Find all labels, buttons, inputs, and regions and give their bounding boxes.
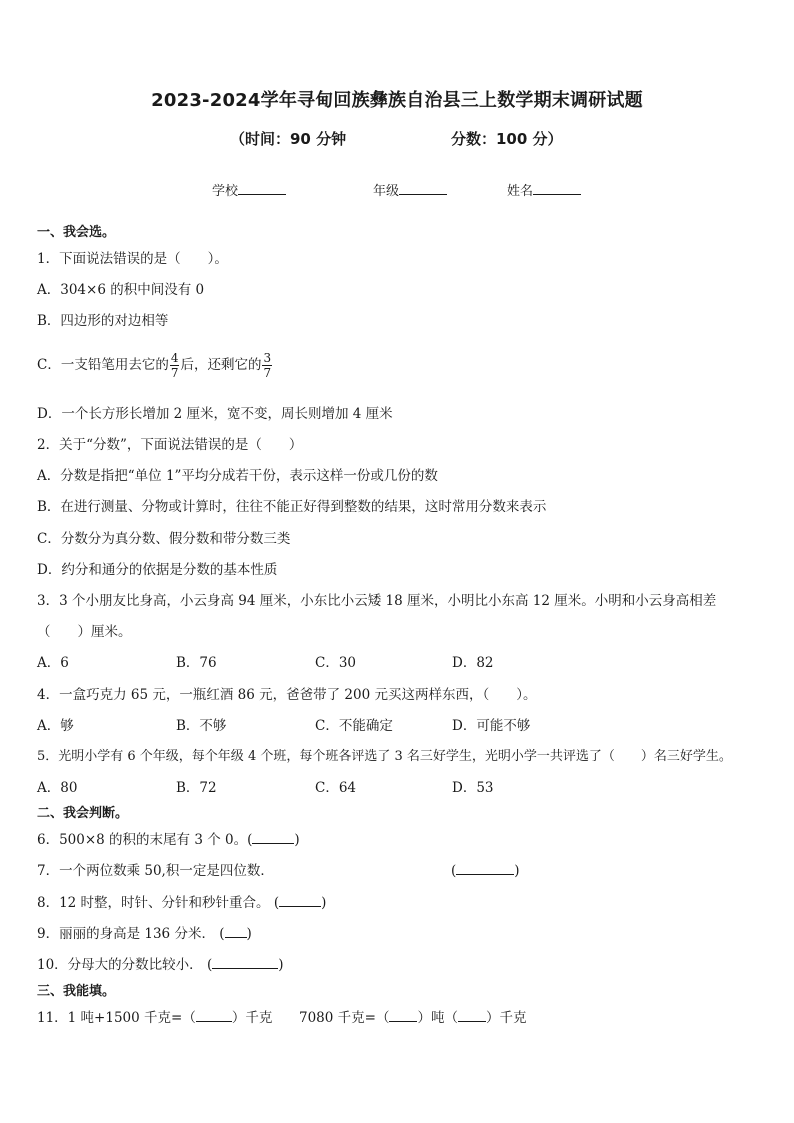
q10-close: ) [278, 957, 284, 973]
exam-time: （时间：90 分钟 [230, 130, 347, 148]
q7-open: ( [451, 863, 457, 879]
q1-stem: 1．下面说法错误的是（ ）。 [37, 251, 228, 267]
exam-score: 分数：100 分） [451, 130, 563, 148]
q11-part2-mid: ）吨（ [417, 1010, 458, 1026]
q11-part1 [37, 1009, 272, 1027]
q5-option-c[interactable]: C．64 [315, 780, 357, 796]
q2-stem: 2．关于“分数”，下面说法错误的是（ ） [37, 437, 303, 453]
q10-answer-blank[interactable] [212, 956, 278, 969]
q11-blank-2[interactable] [389, 1009, 417, 1022]
page-title: 2023-2024学年寻甸回族彝族自治县三上数学期末调研试题 [151, 90, 643, 111]
fraction-three-sevenths [262, 351, 272, 380]
q10 [37, 956, 284, 974]
name-blank[interactable] [533, 182, 581, 195]
section-2-title: 二、我会判断。 [37, 806, 129, 821]
name-field[interactable] [507, 180, 581, 199]
fraction-four-sevenths [170, 351, 180, 380]
school-label: 学校 [212, 184, 239, 199]
q4-stem: 4．一盒巧克力 65 元，一瓶红酒 86 元，爸爸带了 200 元买这两样东西，（ ）。 [37, 687, 537, 703]
q5-option-d[interactable]: D．53 [452, 780, 494, 796]
q1-option-d[interactable]: D．一个长方形长增加 2 厘米，宽不变，周长则增加 4 厘米 [37, 406, 393, 422]
q1-c-middle: 后，还剩它的 [180, 357, 262, 373]
q1-option-a[interactable]: A．304×6 的积中间没有 0 [37, 282, 205, 298]
q4-option-b[interactable]: B．不够 [176, 718, 227, 734]
q11-part1-text: 11．1 吨+1500 千克=（ [37, 1010, 196, 1026]
q8-text: 8．12 时整，时针、分针和秒针重合。 ( [37, 895, 280, 911]
q2-option-b[interactable]: B．在进行测量、分物或计算时，往往不能正好得到整数的结果，这时常用分数来表示 [37, 499, 547, 515]
q9 [37, 925, 252, 943]
q11-blank-3[interactable] [458, 1009, 486, 1022]
q11-part2 [299, 1009, 526, 1027]
q11-part2-end: ）千克 [485, 1010, 527, 1026]
q6-answer-blank[interactable] [252, 831, 294, 844]
q10-text: 10．分母大的分数比较小． ( [37, 957, 213, 973]
q7-text: 7．一个两位数乘 50,积一定是四位数． [37, 863, 274, 879]
q3-option-c[interactable]: C．30 [315, 655, 357, 671]
q6 [37, 831, 300, 849]
q3-option-a[interactable]: A．6 [37, 655, 69, 671]
q5-option-b[interactable]: B．72 [176, 780, 217, 796]
q3-option-d[interactable]: D．82 [452, 655, 494, 671]
q1-c-prefix: C．一支铅笔用去它的 [37, 357, 169, 373]
q11-part1-end: ）千克 [231, 1010, 273, 1026]
q7-answer-blank[interactable] [456, 862, 514, 875]
q11-blank-1[interactable] [196, 1009, 232, 1022]
school-blank[interactable] [238, 182, 286, 195]
q9-text: 9．丽丽的身高是 136 分米． ( [37, 926, 225, 942]
q1-option-b[interactable]: B．四边形的对边相等 [37, 313, 169, 329]
q8 [37, 894, 326, 912]
q4-option-c[interactable]: C．不能确定 [315, 718, 393, 734]
q7-close: ) [514, 863, 520, 879]
grade-field[interactable] [373, 180, 447, 199]
q4-option-d[interactable]: D．可能不够 [452, 718, 531, 734]
q9-answer-blank[interactable] [225, 925, 247, 938]
frac2-den: 7 [263, 366, 272, 380]
q3-option-b[interactable]: B．76 [176, 655, 217, 671]
q3-stem-line1: 3．3 个小朋友比身高，小云身高 94 厘米，小东比小云矮 18 厘米，小明比小东高 12 厘米。小明和小云身高相差 [37, 593, 717, 609]
q5-stem: 5．光明小学有 6 个年级，每个年级 4 个班，每个班各评选了 3 名三好学生，光明小学一共评选了（ ）名三好学生。 [37, 749, 732, 764]
q7-answer [451, 862, 520, 880]
q9-close: ) [246, 926, 252, 942]
section-1-title: 一、我会选。 [37, 225, 116, 240]
q3-stem-line2: （ ）厘米。 [37, 624, 132, 640]
grade-blank[interactable] [399, 182, 447, 195]
q2-option-c[interactable]: C．分数分为真分数、假分数和带分数三类 [37, 531, 291, 547]
q11-part2-text: 7080 千克=（ [299, 1010, 390, 1026]
q5-option-a[interactable]: A．80 [37, 780, 78, 796]
frac2-num: 3 [263, 351, 272, 365]
q1-option-c[interactable] [37, 351, 273, 380]
q2-option-a[interactable]: A．分数是指把“单位 1”平均分成若干份，表示这样一份或几份的数 [37, 468, 438, 484]
q4-option-a[interactable]: A．够 [37, 718, 74, 734]
q8-answer-blank[interactable] [279, 894, 321, 907]
q2-option-d[interactable]: D．约分和通分的依据是分数的基本性质 [37, 562, 278, 578]
q6-text: 6．500×8 的积的末尾有 3 个 0。( [37, 832, 253, 848]
school-field[interactable] [212, 180, 286, 199]
frac1-num: 4 [170, 351, 179, 365]
frac1-den: 7 [170, 366, 179, 380]
q6-close: ) [294, 832, 300, 848]
q8-close: ) [321, 895, 327, 911]
section-3-title: 三、我能填。 [37, 984, 116, 999]
grade-label: 年级 [373, 184, 400, 199]
name-label: 姓名 [507, 184, 534, 199]
q7 [37, 862, 274, 880]
